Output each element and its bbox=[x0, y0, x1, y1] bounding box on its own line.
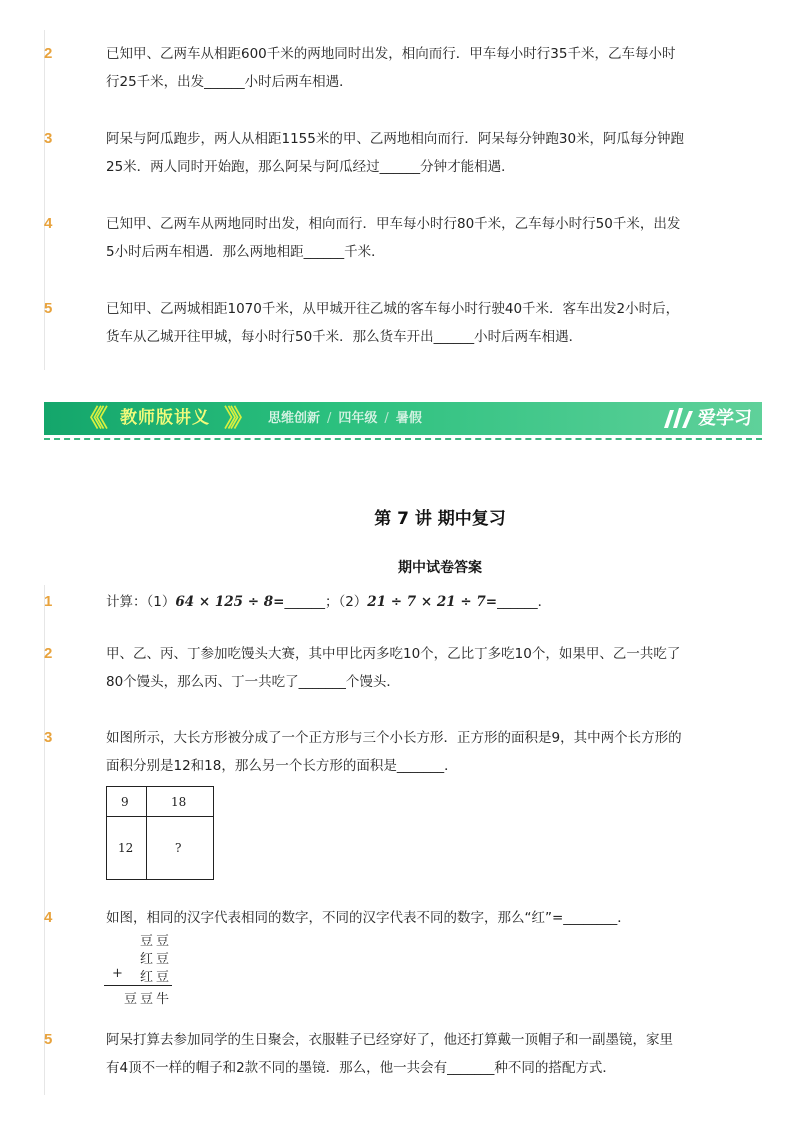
banner-grade: 四年级 bbox=[338, 411, 378, 426]
question-line: 行25千米，出发______小时后两车相遇． bbox=[106, 74, 353, 90]
question-number: 3 bbox=[44, 130, 53, 147]
banner-dashed-divider bbox=[44, 438, 762, 440]
question-text bbox=[106, 588, 718, 616]
question-line: 甲、乙、丙、丁参加吃馒头大赛，其中甲比丙多吃10个，乙比丁多吃10个，如果甲、乙一共吃了 bbox=[106, 646, 681, 662]
question-number: 1 bbox=[44, 593, 53, 610]
section-title: 期中试卷答案 bbox=[398, 560, 482, 576]
question-line: 已知甲、乙两车从两地同时出发，相向而行．甲车每小时行80千米，乙车每小时行50千米，出发 bbox=[106, 216, 681, 232]
question-number: 3 bbox=[44, 729, 53, 746]
question-text bbox=[106, 724, 718, 780]
question-number: 2 bbox=[44, 45, 53, 62]
unknown-area-label: ? bbox=[175, 841, 182, 855]
question-line: 阿呆打算去参加同学的生日聚会，衣服鞋子已经穿好了，他还打算戴一顶帽子和一副墨镜，家里 bbox=[106, 1032, 673, 1048]
banner-subject: 思维创新 bbox=[268, 411, 321, 426]
math-expression: 64 × 125 ÷ 8= bbox=[175, 594, 285, 610]
banner-subtitle bbox=[268, 402, 422, 435]
chevron-right-icon: 》》 bbox=[224, 404, 248, 432]
question-number: 2 bbox=[44, 645, 53, 662]
question-text-mid: ；（2） bbox=[324, 594, 368, 610]
result-row: 豆豆牛 bbox=[123, 992, 172, 1007]
math-expression: 21 ÷ 7 × 21 ÷ 7= bbox=[367, 594, 498, 610]
question-text-prefix: 计算：（1） bbox=[106, 594, 176, 610]
plus-sign: + bbox=[112, 966, 123, 981]
banner-separator: / bbox=[327, 411, 332, 426]
question-number: 4 bbox=[44, 215, 53, 232]
question-line: 已知甲、乙两城相距1070千米，从甲城开往乙城的客车每小时行驶40千米．客车出发2小时后， bbox=[106, 301, 680, 317]
answer-blank: ______ bbox=[284, 594, 325, 610]
answer-blank: ______ bbox=[497, 594, 538, 610]
question-line: 5小时后两车相遇．那么两地相距______千米． bbox=[106, 244, 385, 260]
question-text bbox=[106, 1026, 718, 1082]
addend-row: 豆豆 bbox=[139, 934, 172, 949]
question-text bbox=[106, 125, 718, 181]
vertical-addition bbox=[104, 930, 184, 1006]
question-text: 如图，相同的汉字代表相同的数字，不同的汉字代表不同的数字，那么“红”=________． bbox=[106, 910, 631, 926]
question-text bbox=[106, 210, 718, 266]
brand-logo-text: 爱学习 bbox=[698, 408, 752, 429]
grid-divider-horizontal bbox=[107, 816, 213, 817]
chevron-left-icon: 《《 bbox=[78, 404, 102, 432]
square-area-label: 9 bbox=[121, 795, 129, 809]
question-text bbox=[106, 295, 718, 351]
question-line: 80个馒头，那么丙、丁一共吃了_______个馒头． bbox=[106, 674, 400, 690]
banner-title: 教师版讲义 bbox=[120, 408, 210, 428]
question-line: 如图所示，大长方形被分成了一个正方形与三个小长方形．正方形的面积是9，其中两个长方形的 bbox=[106, 730, 682, 746]
rectangle-figure bbox=[106, 786, 214, 880]
question-text bbox=[106, 640, 718, 696]
question-line: 已知甲、乙两车从相距600千米的两地同时出发，相向而行．甲车每小时行35千米，乙车每小时 bbox=[106, 46, 676, 62]
question-text-suffix: ． bbox=[537, 594, 552, 610]
question-number: 4 bbox=[44, 909, 53, 926]
lecture-title: 第 7 讲 期中复习 bbox=[374, 509, 506, 529]
grid-divider-vertical bbox=[146, 787, 147, 879]
question-text bbox=[106, 40, 718, 96]
question-line: 有4顶不一样的帽子和2款不同的墨镜．那么，他一共会有_______种不同的搭配方式． bbox=[106, 1060, 616, 1076]
brand-logo bbox=[660, 402, 752, 435]
banner-term: 暑假 bbox=[395, 411, 422, 426]
question-line: 面积分别是12和18，那么另一个长方形的面积是_______． bbox=[106, 758, 458, 774]
addend-row: 红豆 bbox=[139, 952, 172, 967]
brand-logo-icon bbox=[660, 402, 696, 435]
rect-area-label: 18 bbox=[171, 795, 187, 809]
banner-separator: / bbox=[384, 411, 389, 426]
question-line: 货车从乙城开往甲城，每小时行50千米．那么货车开出______小时后两车相遇． bbox=[106, 329, 583, 345]
rect-area-label: 12 bbox=[118, 841, 134, 855]
sum-rule bbox=[104, 985, 172, 986]
question-line: 阿呆与阿瓜跑步，两人从相距1155米的甲、乙两地相向而行．阿呆每分钟跑30米，阿瓜每分钟跑 bbox=[106, 131, 685, 147]
question-number: 5 bbox=[44, 1031, 53, 1048]
question-number: 5 bbox=[44, 300, 53, 317]
addend-row: 红豆 bbox=[139, 970, 172, 985]
header-banner bbox=[44, 402, 762, 440]
question-line: 25米．两人同时开始跑，那么阿呆与阿瓜经过______分钟才能相遇． bbox=[106, 159, 515, 175]
